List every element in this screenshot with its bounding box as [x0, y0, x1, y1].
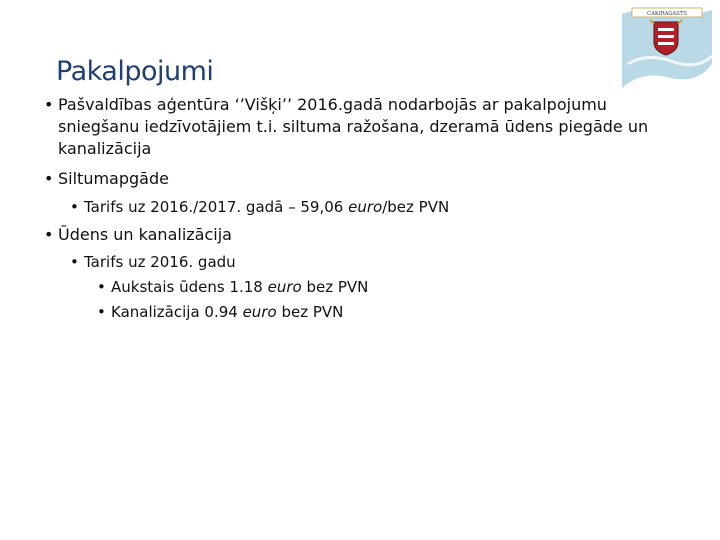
bullet-text-post: /bez PVN — [382, 198, 450, 216]
slide-title: Pakalpojumi — [56, 56, 214, 87]
sub-sub-bullet-item — [97, 276, 369, 298]
bullet-text-continuation: sniegšanu iedzīvotājiem t.i. siltuma ražošana, dzeramā ūdens piegāde un — [58, 117, 649, 136]
bullet-text: Siltumapgāde — [58, 169, 169, 188]
bullet-text: Ūdens un kanalizācija — [58, 225, 232, 244]
sub-sub-bullet-item — [97, 301, 344, 323]
bullet-marker: • — [70, 198, 79, 216]
bullet-marker: • — [70, 253, 79, 271]
bullet-text-pre: Aukstais ūdens 1.18 — [111, 278, 268, 296]
bullet-marker: • — [44, 169, 54, 188]
bullet-text-post: bez PVN — [276, 303, 344, 321]
bullet-marker: • — [44, 225, 54, 244]
bullet-text-post: bez PVN — [301, 278, 369, 296]
bullet-text: Pašvaldības aģentūra ‘’Višķi’’ 2016.gadā nodarbojās ar pakalpojumu — [58, 95, 607, 114]
sub-bullet-item — [70, 196, 450, 218]
bullet-text-pre: Kanalizācija 0.94 — [111, 303, 243, 321]
bullet-marker: • — [97, 278, 106, 296]
bullet-item — [44, 224, 232, 246]
bullet-text-em: euro — [242, 303, 277, 321]
bullet-marker: • — [97, 303, 106, 321]
bullet-text-em: euro — [267, 278, 302, 296]
sub-bullet-item — [70, 251, 236, 273]
bullet-text-em: euro — [348, 198, 383, 216]
bullet-marker: • — [44, 95, 54, 114]
bullet-item — [44, 94, 607, 116]
bullet-text: Tarifs uz 2016. gadu — [84, 253, 236, 271]
bullet-item — [44, 168, 169, 190]
bullet-text-pre: Tarifs uz 2016./2017. gadā – 59,06 — [84, 198, 349, 216]
bullet-text-continuation: kanalizācija — [58, 139, 152, 158]
logo-banner-text: CAKIRAGASTS — [647, 11, 687, 17]
